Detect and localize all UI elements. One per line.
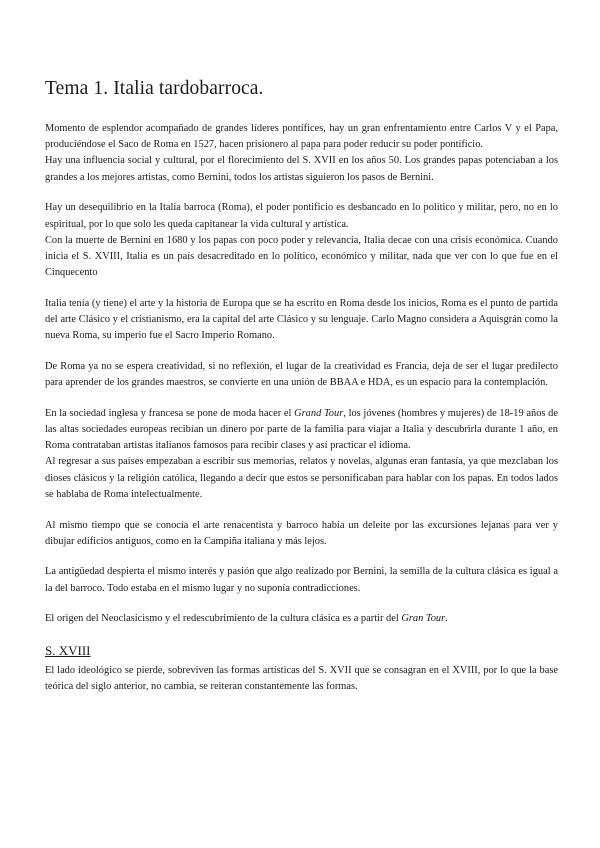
- paragraph-group-8: [45, 611, 558, 627]
- paragraph-6: De Roma ya no se espera creatividad, si no reflexión, el lugar de la creatividad es Francia, deja de ser el lugar predilecto para aprender de los grandes maestros, se convierte en una unión de BBAA e HDA, es un espacio para la contemplación.: [45, 360, 558, 389]
- paragraph-group-7: [45, 564, 558, 596]
- paragraph-7: [45, 406, 558, 455]
- paragraph-5: Italia tenía (y tiene) el arte y la historia de Europa que se ha escrito en Roma desde los inicios, Roma es el punto de partida del arte Clásico y el cristianismo, era la capital del arte Clásico y su lenguaje. Carlo Magno considera a Aquisgrán como la nueva Roma, su imperio fue el Sacro Imperio Romano.: [45, 297, 558, 342]
- paragraph-4: Con la muerte de Bernini en 1680 y los papas con poco poder y relevancia, Italia decae con una crisis económica. Cuando inicia el S. XVIII, Italia es un país desacreditado en lo político, económico y militar, nada que ver con lo que fue en el Cinquecento: [45, 234, 558, 279]
- paragraph-11-text-end: .: [445, 613, 448, 625]
- document-body: [45, 121, 558, 695]
- document-title: Tema 1. Italia tardobarroca.: [45, 78, 264, 99]
- paragraph-7-text-end: , los jóvenes (hombres y mujeres) de 18-19 años de las altas sociedades europeas recibían un dinero por parte de la familia para viajar a Italia y descubrirla durante 1 año, en Roma contrataban artistas italianos famosos para recibir clases y así practicar el idioma.: [45, 407, 558, 452]
- paragraph-group-2: [45, 200, 558, 281]
- paragraph-1: Momento de esplendor acompañado de grandes líderes pontífices, hay un gran enfrentamiento entre Carlos V y el Papa, produciéndose el Saco de Roma en 1527, hacen prisionero al papa para poder reducir su poder pontificio.: [45, 123, 558, 151]
- paragraph-group-1: [45, 121, 558, 186]
- paragraph-group-6: [45, 518, 558, 550]
- paragraph-10: La antigüedad despierta el mismo interés y pasión que algo realizado por Bernini, la semilla de la cultura clásica es igual a la del barroco. Todo estaba en el mismo lugar y no suponía contradicciones.: [45, 566, 558, 594]
- paragraph-8: Al regresar a sus países empezaban a escribir sus memorias, relatos y novelas, algunas eran fantasía, ya que mezclaban los dioses clásicos y la religión católica, llegando a decir que estos se personificaban para hablar con los papas. En todos lados se hablaba de Roma intelectualmente.: [45, 456, 558, 500]
- section-heading: S. XVIII: [45, 643, 91, 659]
- paragraph-7-text-start: En la sociedad inglesa y francesa se pone de moda hacer el: [45, 407, 295, 419]
- paragraph-9: Al mismo tiempo que se conocía el arte renacentista y barroco había un deleite por las excursiones lejanas para ver y dibujar edificios antiguos, como en la Campiña italiana y más lejos.: [45, 519, 558, 547]
- paragraph-11: [45, 611, 558, 627]
- paragraph-group-3: [45, 296, 558, 345]
- paragraph-3: Hay un desequilibrio en la Italia barroca (Roma), el poder pontificio es desbancado en lo político y militar, pero, no en lo espiritual, por lo que solo les queda capitanear la vida cultural y artística.: [45, 202, 558, 230]
- grand-tour-emphasis: Grand Tour: [294, 407, 344, 419]
- gran-tour-emphasis: Gran Tour: [401, 613, 446, 625]
- paragraph-12: El lado ideológico se pierde, sobreviven las formas artísticas del S. XVII que se consagran en el XVIII, por lo que la base teórica del siglo anterior, no cambia, se reiteran constantemente las formas.: [45, 665, 558, 693]
- paragraph-group-5: [45, 406, 558, 503]
- paragraph-11-text-start: El origen del Neoclasicismo y el redescubrimiento de la cultura clásica es a partir del: [45, 613, 402, 625]
- paragraph-2: Hay una influencia social y cultural, por el florecimiento del S. XVII en los años 50. Los grandes papas potenciaban a los grandes a los mejores artistas, como Bernini, todos los artistas siguieron los pasos de Bernini.: [45, 155, 558, 183]
- paragraph-group-4: [45, 359, 558, 391]
